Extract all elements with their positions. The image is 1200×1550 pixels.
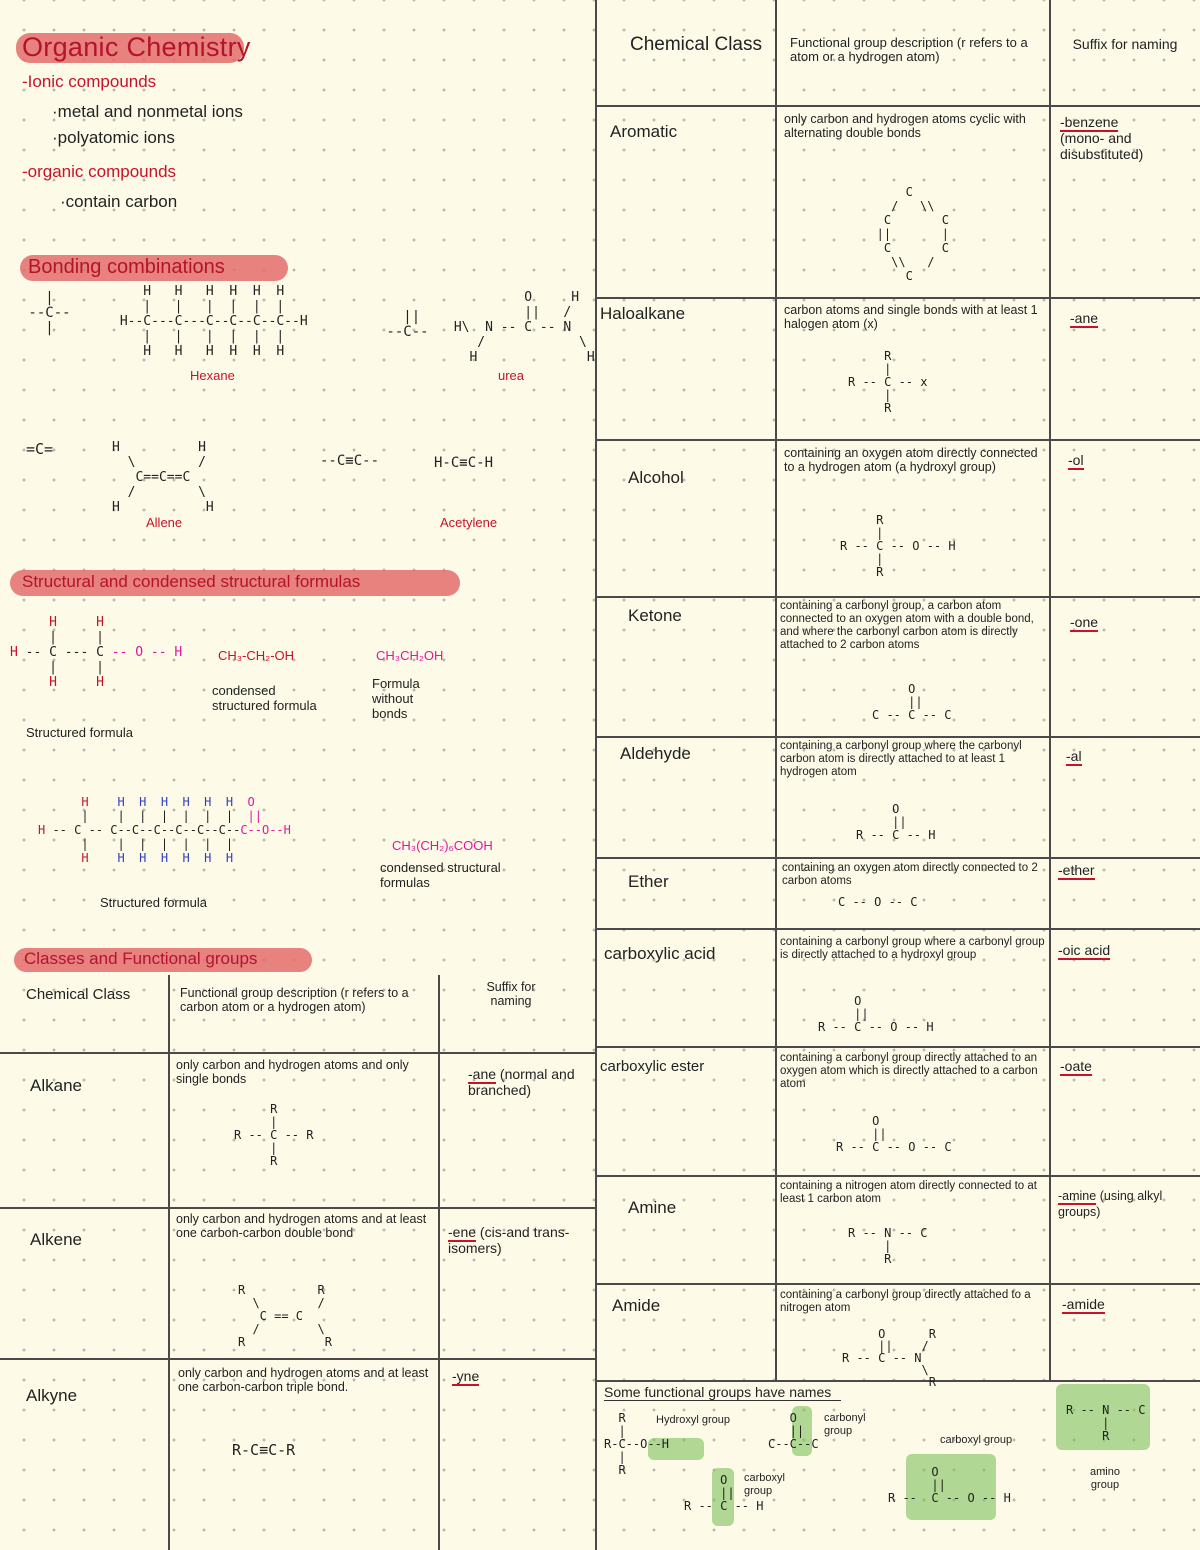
- left-header-suffix: Suffix for naming: [486, 980, 536, 1008]
- condensed-formula: CH₃-CH₂-OH: [218, 648, 295, 663]
- amino-label: amino group: [1090, 1466, 1120, 1491]
- long-condensed-label: condensed structural formulas: [380, 860, 501, 890]
- aldehyde-suffix: -al: [1066, 748, 1082, 764]
- alkyne-name: Alkyne: [26, 1386, 78, 1405]
- allene-label: Allene: [146, 515, 183, 530]
- alkyne-suffix-box: [452, 1368, 479, 1384]
- haloalkane-name: Haloalkane: [600, 304, 686, 323]
- acetylene-label: Acetylene: [440, 515, 498, 530]
- ketone-suffix-box: [1070, 614, 1098, 630]
- octanoic-acid-structure: H H H H H H H O | | | | | | | || H -- C -- C--C--C--C--C--C--C--O--H | | | | | | | H H H H H H H: [38, 795, 291, 865]
- alkene-suffix: -ene: [448, 1224, 477, 1240]
- alkane-suffix: -ane: [468, 1066, 497, 1082]
- no-bonds-label: Formula without bonds: [372, 676, 420, 721]
- ether-name: Ether: [628, 872, 669, 891]
- ketone-name: Ketone: [628, 606, 682, 625]
- carboxylic-acid-suffix-box: [1058, 942, 1110, 958]
- ketone-desc: containing a carbonyl group, a carbon atom connected to an oxygen atom with a double bond, and where the carbonyl carbon atom is directly attached to 2 carbon atoms: [780, 600, 1034, 651]
- ether-suffix-box: [1058, 862, 1095, 878]
- long-condensed-formula: CH₃(CH₂)₆COOH: [392, 838, 493, 853]
- amide-desc: containing a carbonyl group directly attached to a nitrogen atom: [780, 1289, 1031, 1314]
- alkane-desc: only carbon and hydrogen atoms and only single bonds: [176, 1058, 409, 1086]
- allene-structure: H H \ / C==C==C / \ H H: [112, 440, 214, 515]
- right-header-suffix: Suffix for naming: [1072, 36, 1178, 52]
- alcohol-suffix-box: [1068, 452, 1084, 468]
- aromatic-suffix-note: (mono- and disubstituted): [1060, 130, 1144, 162]
- alkene-suffix-box: [448, 1224, 588, 1256]
- right-header-class: Chemical Class: [630, 34, 762, 55]
- carboxylic-ester-name: carboxylic ester: [600, 1058, 705, 1075]
- carboxylic-ester-suffix: -oate: [1060, 1058, 1092, 1074]
- hexane-label: Hexane: [190, 368, 235, 383]
- left-table-hline-1: [0, 1052, 595, 1054]
- right-hline-9: [595, 1283, 1200, 1285]
- condensed-label: condensed structured formula: [212, 683, 317, 713]
- left-table-hline-2: [0, 1207, 595, 1209]
- intro-item-ionic: -Ionic compounds: [22, 72, 157, 91]
- right-hline-1: [595, 297, 1200, 299]
- urea-label: urea: [498, 368, 525, 383]
- amine-desc: containing a nitrogen atom directly connected to at least 1 carbon atom: [780, 1180, 1037, 1205]
- intro-item-organic: -organic compounds: [22, 162, 177, 181]
- carboxylic-ester-desc: containing a carbonyl group directly attached to an oxygen atom which is directly attached to a carbon atom: [780, 1052, 1038, 1090]
- right-column-divider: [595, 0, 597, 1550]
- right-hline-7: [595, 1046, 1200, 1048]
- alkyne-desc: only carbon and hydrogen atoms and at least one carbon-carbon triple bond.: [178, 1366, 429, 1394]
- right-hline-5: [595, 857, 1200, 859]
- amine-name: Amine: [628, 1198, 677, 1217]
- amide-name: Amide: [612, 1296, 661, 1315]
- carboxylic-ester-suffix-box: [1060, 1058, 1092, 1074]
- left-header-desc: Functional group description (r refers to a carbon atom or a hydrogen atom): [180, 986, 409, 1014]
- right-hline-8: [595, 1175, 1200, 1177]
- amine-suffix-note: (using alkyl groups): [1058, 1189, 1163, 1219]
- classes-title: Classes and Functional groups: [24, 949, 258, 968]
- right-table-divider-1: [775, 0, 777, 1380]
- carboxylic-acid-structure: O || R -- C -- O -- H: [818, 994, 934, 1034]
- alkane-suffix-note: (normal and branched): [468, 1066, 575, 1098]
- aromatic-suffix-box: [1060, 114, 1190, 162]
- right-header-desc: Functional group description (r refers to a atom or a hydrogen atom): [790, 35, 1028, 64]
- benzene-structure: C / \\ C C || | C C \\ / C: [876, 185, 949, 283]
- carbonyl-label: carbonyl group: [824, 1412, 866, 1437]
- ether-structure: C -- O -- C: [838, 895, 918, 909]
- ethanol-structure: H H | | H -- C --- C -- O -- H | | H H: [10, 615, 183, 690]
- left-table-divider-1: [168, 975, 170, 1550]
- amide-suffix: -amide: [1062, 1296, 1105, 1312]
- right-table-divider-2: [1049, 0, 1051, 1380]
- carbonyl-structure: O || C--C--C: [768, 1411, 819, 1451]
- alkene-name: Alkene: [30, 1230, 82, 1249]
- left-table-divider-2: [438, 975, 440, 1550]
- amide-structure: O R || / R -- C -- N \ R: [842, 1327, 936, 1389]
- alkane-name: Alkane: [30, 1076, 82, 1095]
- carboxyl-label: carboxyl group: [940, 1434, 1013, 1446]
- acetylene-structure: H-C≡C-H: [434, 455, 494, 471]
- amine-suffix: -amine: [1058, 1189, 1097, 1203]
- ether-desc: containing an oxygen atom directly connected to 2 carbon atoms: [782, 862, 1038, 887]
- alkene-structure: R R \ / C == C / \ R R: [238, 1283, 332, 1349]
- haloalkane-suffix-box: [1070, 310, 1098, 326]
- aldehyde-name: Aldehyde: [620, 744, 691, 763]
- carboxyl-structure: O || R -- C -- O -- H: [888, 1465, 1011, 1505]
- hydroxyl-structure: R | R-C--O--H | R: [604, 1411, 670, 1477]
- right-hline-0: [595, 105, 1200, 107]
- carboxyl-small-label: carboxyl group: [744, 1472, 785, 1497]
- bonding-title: Bonding combinations: [28, 256, 225, 278]
- structured-formula-label: Structured formula: [26, 725, 133, 740]
- amide-suffix-box: [1062, 1296, 1105, 1312]
- carboxylic-acid-suffix: -oic acid: [1058, 942, 1111, 958]
- aromatic-suffix: -benzene: [1060, 114, 1119, 130]
- right-hline-3: [595, 596, 1200, 598]
- carboxylic-acid-name: carboxylic acid: [604, 944, 716, 963]
- alkene-suffix-note: (cis-and trans- isomers): [448, 1224, 570, 1256]
- amine-suffix-box: [1058, 1188, 1198, 1220]
- intro-sub-carbon: ·contain carbon: [60, 192, 178, 211]
- intro-sub-metal: ·metal and nonmetal ions: [52, 102, 243, 121]
- right-hline-4: [595, 736, 1200, 738]
- urea-structure: O H || / H\ N -- C -- N / \ H H: [453, 290, 595, 365]
- alcohol-suffix: -ol: [1068, 452, 1084, 468]
- amino-structure: R -- N -- C | R: [1066, 1403, 1146, 1443]
- alcohol-desc: containing an oxygen atom directly connected to a hydrogen atom (a hydroxyl group): [784, 446, 1038, 474]
- right-hline-6: [595, 928, 1200, 930]
- hexane-structure: H H H H H H | | | | | | H--C---C---C--C--C--C--H | | | | | | H H H H H H: [119, 284, 308, 359]
- right-hline-2: [595, 439, 1200, 441]
- carboxylic-acid-desc: containing a carbonyl group where a carbonyl group is directly attached to a hydroxyl group: [780, 936, 1045, 961]
- hydroxyl-label: Hydroxyl group: [656, 1414, 730, 1426]
- alkane-structure: R | R -- C -- R | R: [234, 1102, 314, 1168]
- aldehyde-suffix-box: [1066, 748, 1082, 764]
- tetrahedral-carbon: | --C-- |: [28, 290, 71, 336]
- alcohol-structure: R | R -- C -- O -- H | R: [840, 513, 956, 579]
- carboxyl-small-structure: O || R -- C -- H: [684, 1473, 764, 1513]
- ether-suffix: -ether: [1058, 862, 1095, 878]
- ketone-structure: O || C -- C -- C: [872, 682, 952, 722]
- haloalkane-suffix: -ane: [1070, 310, 1099, 326]
- ketone-suffix: -one: [1070, 614, 1099, 630]
- aromatic-name: Aromatic: [610, 122, 678, 141]
- carboxylic-ester-structure: O || R -- C -- O -- C: [836, 1114, 952, 1154]
- alkyne-suffix: -yne: [452, 1368, 480, 1384]
- page-title: Organic Chemistry: [22, 32, 251, 62]
- left-table-hline-3: [0, 1358, 595, 1360]
- formulas-title: Structural and condensed structural formulas: [22, 572, 361, 591]
- no-bonds-formula: CH₃CH₂OH: [376, 648, 444, 663]
- named-groups-title: Some functional groups have names: [604, 1384, 841, 1401]
- long-structured-label: Structured formula: [100, 895, 207, 910]
- alcohol-name: Alcohol: [628, 468, 684, 487]
- triple-bond-carbon: --C≡C--: [320, 453, 380, 469]
- haloalkane-structure: R | R -- C -- x | R: [848, 349, 928, 415]
- aromatic-desc: only carbon and hydrogen atoms cyclic with alternating double bonds: [784, 112, 1026, 140]
- amine-structure: R -- N -- C | R: [848, 1226, 928, 1266]
- aldehyde-desc: containing a carbonyl group where the carbonyl carbon atom is directly attached to at least 1 hydrogen atom: [780, 740, 1022, 778]
- left-header-class: Chemical Class: [26, 986, 131, 1003]
- double-bond-carbon: || --C--: [386, 309, 429, 340]
- intro-sub-polyatomic: ·polyatomic ions: [52, 128, 175, 147]
- haloalkane-desc: carbon atoms and single bonds with at least 1 halogen atom (x): [784, 303, 1038, 331]
- alkane-suffix-box: [468, 1066, 588, 1098]
- alkyne-structure: R-C≡C-R: [232, 1441, 296, 1459]
- allene-bond: =C=: [26, 440, 54, 458]
- aldehyde-structure: O || R -- C -- H: [856, 802, 936, 842]
- alkene-desc: only carbon and hydrogen atoms and at least one carbon-carbon double bond: [176, 1212, 427, 1240]
